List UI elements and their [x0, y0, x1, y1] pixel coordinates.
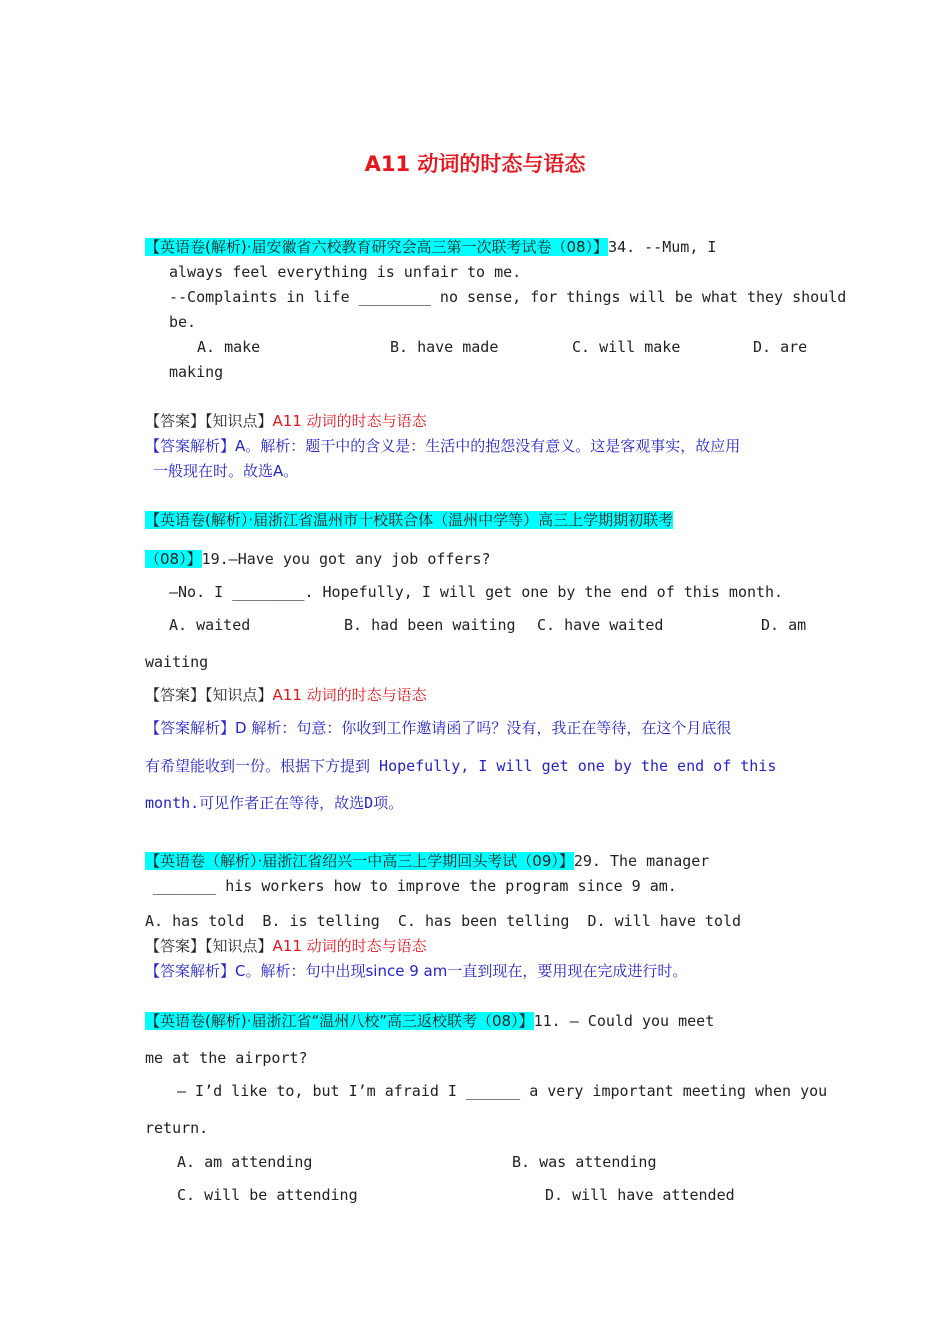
q1-opt-b: B. have made	[390, 338, 499, 356]
q2-opt-d: D. am	[761, 616, 807, 634]
q2-stem-2: —No. I ________. Hopefully, I will get one by the end of this month.	[169, 583, 784, 601]
q2-source-line-1	[145, 510, 673, 530]
q4-opt-c: C. will be attending	[177, 1186, 358, 1204]
q1-source-line	[145, 237, 716, 257]
q1-opt-c: C. will make	[572, 338, 681, 356]
q1-opt-d: D. are	[753, 338, 808, 356]
q3-knowledge-point: A11 动词的时态与语态	[272, 937, 427, 955]
q1-answer-line	[145, 411, 427, 431]
q3-answer-tags: 【答案】【知识点】	[145, 937, 273, 955]
q1-stem-3: --Complaints in life ________ no sense, for things will be what they should	[169, 288, 847, 306]
q1-source: 【英语卷(解析)·届安徽省六校教育研究会高三第一次联考试卷（08）】	[145, 238, 609, 256]
q2-opt-b: B. had been waiting	[344, 616, 516, 634]
page-title: A11 动词的时态与语态	[364, 152, 586, 176]
q2-source-1: 【英语卷(解析）·届浙江省温州市十校联合体（温州中学等）高三上学期期初联考	[145, 511, 674, 529]
q2-analysis-2: 有希望能收到一份。根据下方提到 Hopefully, I will get one by the end of this	[145, 757, 777, 775]
q2-answer-line	[145, 685, 427, 705]
q2-opt-a: A. waited	[169, 616, 251, 634]
q4-opt-d: D. will have attended	[545, 1186, 735, 1204]
q3-options: A. has told B. is telling C. has been telling D. will have told	[145, 912, 742, 930]
q4-stem-4: return.	[145, 1119, 209, 1137]
q4-stem-2: me at the airport?	[145, 1049, 308, 1067]
q2-opt-d-cont: waiting	[145, 653, 209, 671]
q4-source: 【英语卷(解析)·届浙江省“温州八校”高三返校联考（08）】	[145, 1012, 534, 1030]
q1-opt-d-cont: making	[169, 363, 224, 381]
q3-answer-line	[145, 936, 427, 956]
q3-stem-2: _______ his workers how to improve the program since 9 am.	[153, 877, 677, 895]
q2-analysis-3: month.可见作者正在等待，故选D项。	[145, 794, 404, 812]
q1-opt-a: A. make	[197, 338, 261, 356]
q1-stem-4: be.	[169, 313, 197, 331]
q3-analysis: 【答案解析】C。解析：句中出现since 9 am一直到现在，要用现在完成进行时。	[145, 962, 688, 980]
q1-stem-2: always feel everything is unfair to me.	[169, 263, 522, 281]
q2-opt-c: C. have waited	[537, 616, 664, 634]
q3-source-line	[145, 851, 709, 871]
q2-answer-tags: 【答案】【知识点】	[145, 686, 273, 704]
q1-stem-1: 34. --Mum, I	[608, 238, 717, 256]
q2-source-line-2	[145, 549, 491, 569]
q3-source: 【英语卷（解析）·届浙江省绍兴一中高三上学期回头考试（09）】	[145, 852, 574, 870]
q1-answer-tags: 【答案】【知识点】	[145, 412, 273, 430]
q4-stem-1: 11. — Could you meet	[533, 1012, 715, 1030]
q4-opt-a: A. am attending	[177, 1153, 313, 1171]
q4-opt-b: B. was attending	[512, 1153, 657, 1171]
q1-knowledge-point: A11 动词的时态与语态	[272, 412, 427, 430]
q3-stem-1: 29. The manager	[573, 852, 710, 870]
q4-stem-3: — I’d like to, but I’m afraid I ______ a very important meeting when you	[177, 1082, 828, 1100]
q2-analysis-1: 【答案解析】D 解析：句意：你收到工作邀请函了吗？没有，我正在等待，在这个月底很	[145, 719, 732, 737]
q2-knowledge-point: A11 动词的时态与语态	[272, 686, 427, 704]
q1-analysis-2: 一般现在时。故选A。	[153, 462, 299, 480]
q4-source-line	[145, 1011, 714, 1031]
q1-analysis-1: 【答案解析】A。解析：题干中的含义是：生活中的抱怨没有意义。这是客观事实，故应用	[145, 437, 741, 455]
q2-source-2: （08）】	[145, 550, 202, 568]
q2-stem-1: 19.—Have you got any job offers?	[201, 550, 491, 568]
